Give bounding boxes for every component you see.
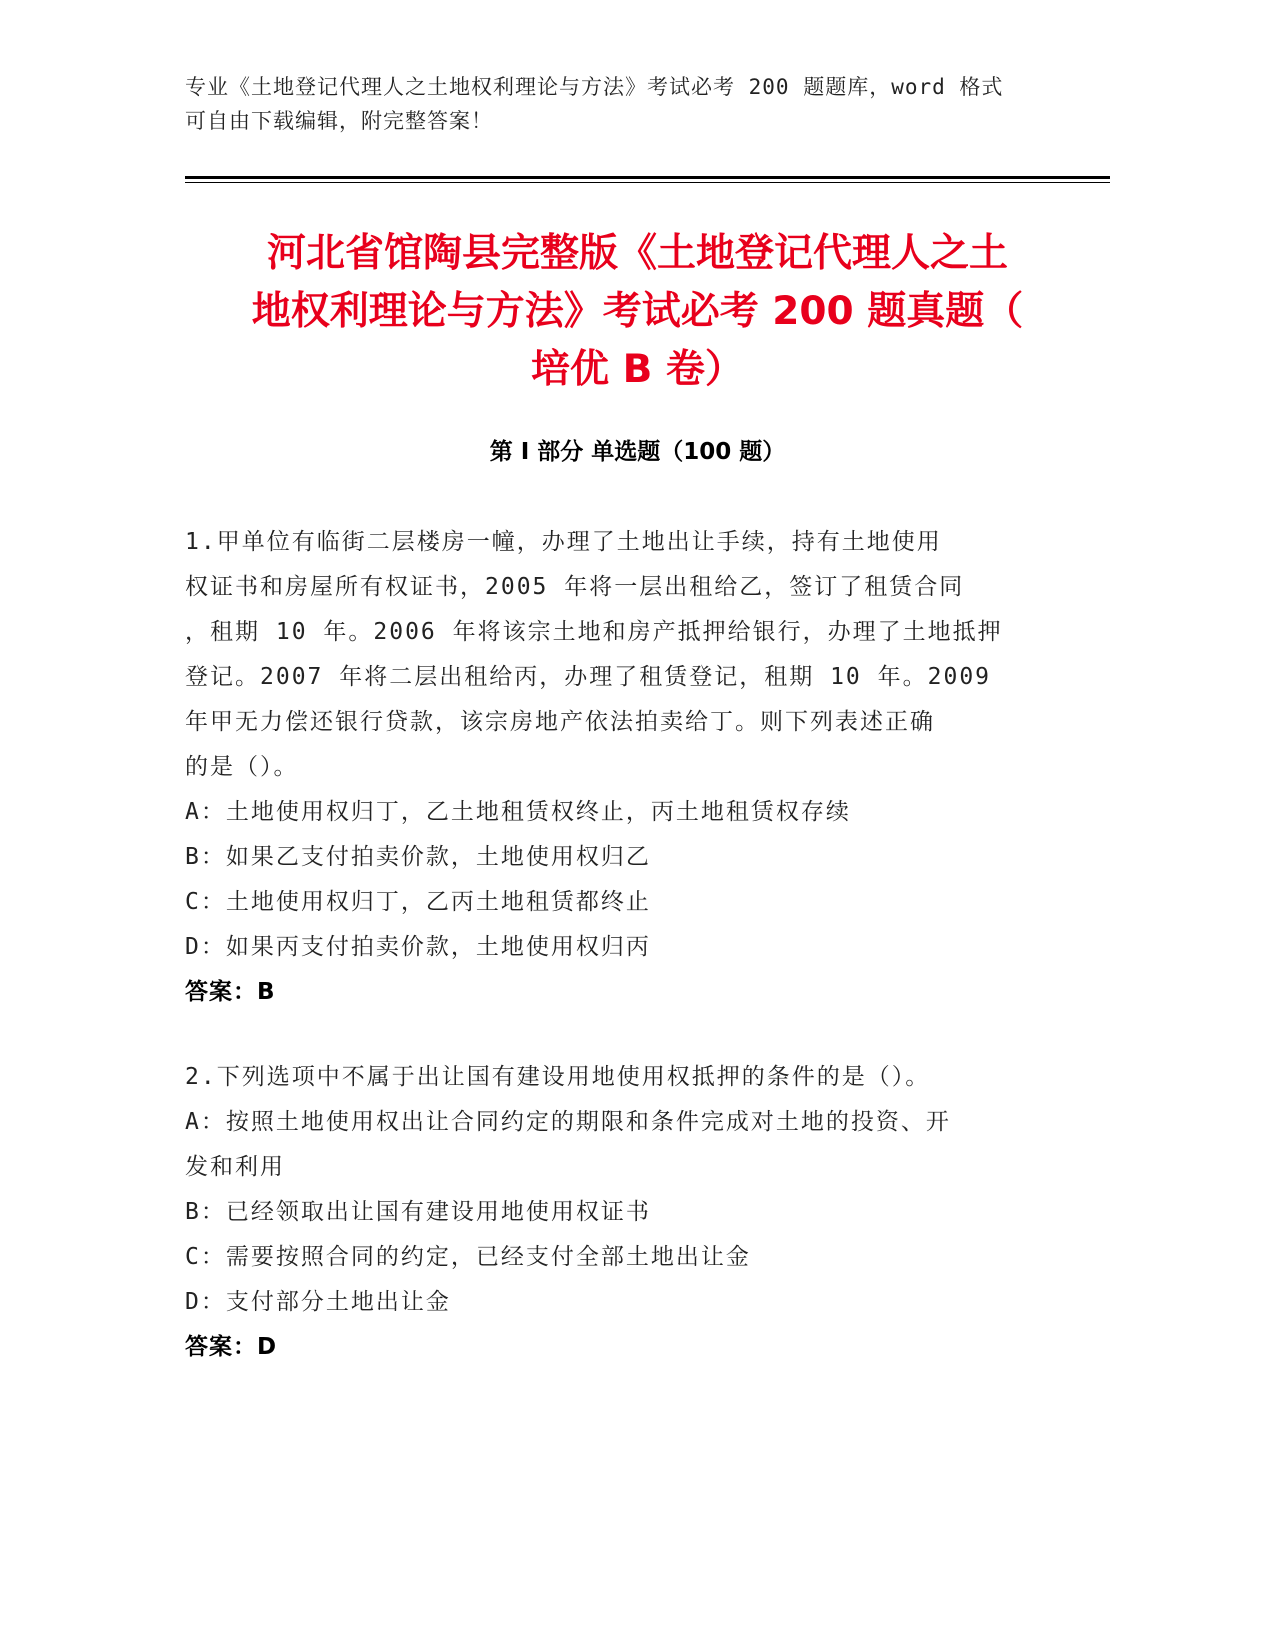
question-stem-line: ，租期 10 年。2006 年将该宗土地和房产抵押给银行，办理了土地抵押 — [185, 619, 1003, 645]
option-a: A：按照土地使用权出让合同约定的期限和条件完成对土地的投资、开 — [185, 1109, 951, 1135]
title-line: 培优 B 卷） — [531, 347, 744, 392]
header-divider-thin — [185, 182, 1110, 183]
question-2 — [185, 1055, 1085, 1370]
option-b: B：已经领取出让国有建设用地使用权证书 — [185, 1199, 651, 1225]
question-stem-line: 年甲无力偿还银行贷款，该宗房地产依法拍卖给丁。则下列表述正确 — [185, 709, 935, 735]
answer-label: 答案：D — [185, 1334, 278, 1360]
option-d: D：如果丙支付拍卖价款，土地使用权归丙 — [185, 934, 651, 960]
question-stem-line: 登记。2007 年将二层出租给丙，办理了租赁登记，租期 10 年。2009 — [185, 664, 992, 690]
option-c: C：需要按照合同的约定，已经支付全部土地出让金 — [185, 1244, 751, 1270]
option-d: D：支付部分土地出让金 — [185, 1289, 451, 1315]
section-heading: 第 I 部分 单选题（100 题） — [489, 439, 786, 465]
header-note-line: 可自由下载编辑，附完整答案！ — [185, 109, 493, 133]
answer-label: 答案：B — [185, 979, 276, 1005]
header-divider-thick — [185, 176, 1110, 179]
question-1 — [185, 520, 1085, 1015]
title-line: 河北省馆陶县完整版《土地登记代理人之土 — [266, 231, 1008, 276]
option-a-continued: 发和利用 — [185, 1154, 285, 1180]
question-stem-line: 的是（）。 — [185, 754, 299, 780]
question-stem-line: 2.下列选项中不属于出让国有建设用地使用权抵押的条件的是（）。 — [185, 1064, 931, 1090]
question-stem-line: 1.甲单位有临街二层楼房一幢，办理了土地出让手续，持有土地使用 — [185, 529, 942, 555]
option-c: C：土地使用权归丁，乙丙土地租赁都终止 — [185, 889, 651, 915]
header-note — [185, 70, 1065, 138]
header-note-line: 专业《土地登记代理人之土地权利理论与方法》考试必考 200 题题库，word 格式 — [185, 75, 1004, 99]
option-a: A：土地使用权归丁，乙土地租赁权终止，丙土地租赁权存续 — [185, 799, 851, 825]
question-stem-line: 权证书和房屋所有权证书，2005 年将一层出租给乙，签订了租赁合同 — [185, 574, 965, 600]
document-title — [150, 225, 1125, 399]
option-b: B：如果乙支付拍卖价款，土地使用权归乙 — [185, 844, 651, 870]
title-line: 地权利理论与方法》考试必考 200 题真题（ — [251, 289, 1024, 334]
